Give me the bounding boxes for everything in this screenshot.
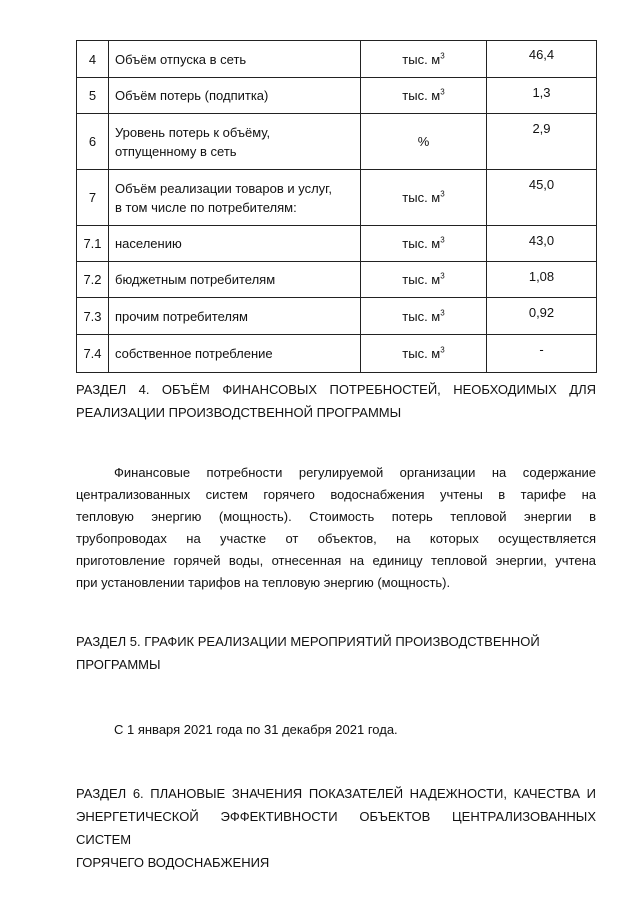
row-number: 7.3 bbox=[77, 298, 109, 335]
row-unit: тыс. $м^3$ bbox=[361, 170, 487, 226]
row-number: 5 bbox=[77, 78, 109, 114]
row-name: Объём реализации товаров и услуг, в том числе по потребителям: bbox=[109, 170, 361, 226]
row-unit: тыс. $м^3$ bbox=[361, 262, 487, 298]
section-5-heading: РАЗДЕЛ 5. ГРАФИК РЕАЛИЗАЦИИ МЕРОПРИЯТИЙ ПРОИЗВОДСТВЕННОЙ ПРОГРАММЫ bbox=[76, 634, 540, 672]
row-value: 0,92 bbox=[487, 298, 597, 335]
table-row bbox=[77, 262, 597, 298]
row-unit: тыс. $м^3$ bbox=[361, 335, 487, 373]
section-6-heading: РАЗДЕЛ 6. ПЛАНОВЫЕ ЗНАЧЕНИЯ ПОКАЗАТЕЛЕЙ НАДЕЖНОСТИ, КАЧЕСТВА И ЭНЕРГЕТИЧЕСКОЙ ЭФФЕКТИВНОСТИ ОБЪЕКТОВ ЦЕНТРАЛИЗОВАННЫХ СИСТЕМ ГОРЯЧЕГО ВОДОСНАБЖЕНИЯ bbox=[76, 786, 596, 870]
row-value: 46,4 bbox=[487, 41, 597, 78]
row-name: Уровень потерь к объёму, отпущенному в сеть bbox=[109, 114, 361, 170]
row-unit: тыс. $м^3$ bbox=[361, 226, 487, 262]
row-value: 45,0 bbox=[487, 170, 597, 226]
row-value: 43,0 bbox=[487, 226, 597, 262]
row-name: населению bbox=[109, 226, 361, 262]
row-value: - bbox=[487, 335, 597, 373]
production-program-table bbox=[76, 40, 597, 373]
row-value: 2,9 bbox=[487, 114, 597, 170]
row-number: 7.1 bbox=[77, 226, 109, 262]
row-unit: % bbox=[361, 114, 487, 170]
row-value: 1,3 bbox=[487, 78, 597, 114]
row-number: 7.4 bbox=[77, 335, 109, 373]
row-unit: тыс. $м^3$ bbox=[361, 78, 487, 114]
row-name: собственное потребление bbox=[109, 335, 361, 373]
row-value: 1,08 bbox=[487, 262, 597, 298]
table-row bbox=[77, 78, 597, 114]
row-name: прочим потребителям bbox=[109, 298, 361, 335]
row-number: 7 bbox=[77, 170, 109, 226]
table-row bbox=[77, 335, 597, 373]
row-unit: тыс. $м^3$ bbox=[361, 298, 487, 335]
row-number: 7.2 bbox=[77, 262, 109, 298]
section-4-paragraph: Финансовые потребности регулируемой организации на содержание централизованных систем горячего водоснабжения учтены в тарифе на тепловую энергию (мощность). Стоимость потерь тепловой энергии в трубопроводах на участке от объектов, на которых осуществляется приготовление горячей воды, отнесенная на единицу тепловой энергии, учтена при установлении тарифов на тепловую энергию (мощность). bbox=[76, 465, 596, 590]
row-name: Объём потерь (подпитка) bbox=[109, 78, 361, 114]
row-number: 6 bbox=[77, 114, 109, 170]
section-5-text: С 1 января 2021 года по 31 декабря 2021 года. bbox=[114, 722, 398, 737]
row-name: Объём отпуска в сеть bbox=[109, 41, 361, 78]
row-number: 4 bbox=[77, 41, 109, 78]
table-row bbox=[77, 226, 597, 262]
table-row bbox=[77, 114, 597, 170]
table-row bbox=[77, 298, 597, 335]
table-row bbox=[77, 170, 597, 226]
row-unit: тыс. $м^3$ bbox=[361, 41, 487, 78]
section-4-heading: РАЗДЕЛ 4. ОБЪЁМ ФИНАНСОВЫХ ПОТРЕБНОСТЕЙ, НЕОБХОДИМЫХ ДЛЯ РЕАЛИЗАЦИИ ПРОИЗВОДСТВЕННОЙ ПРОГРАММЫ bbox=[76, 382, 596, 420]
row-name: бюджетным потребителям bbox=[109, 262, 361, 298]
table-row bbox=[77, 41, 597, 78]
